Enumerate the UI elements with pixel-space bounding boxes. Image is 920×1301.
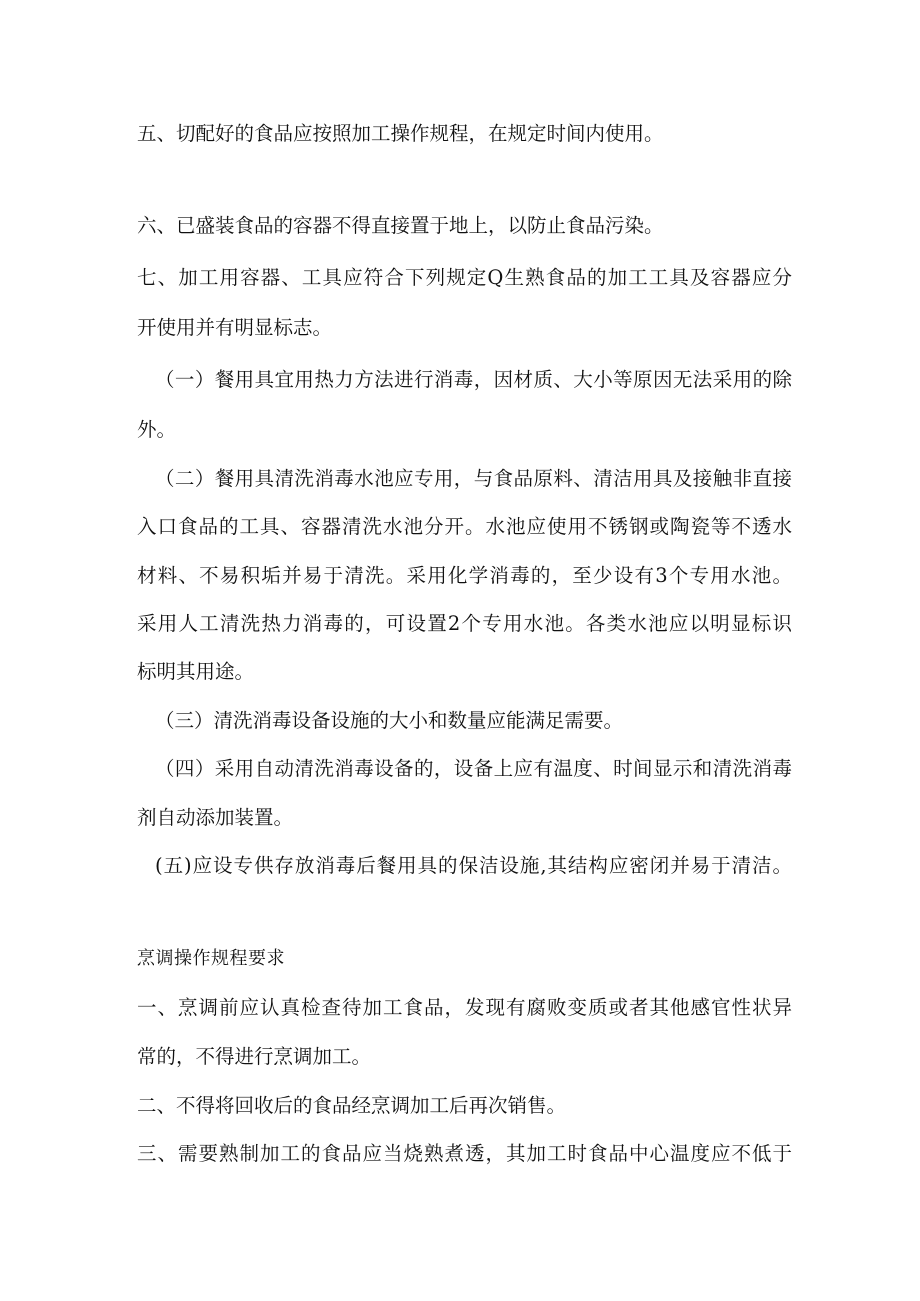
paragraph-line: （三）清洗消毒设备设施的大小和数量应能满足需要。 [155,709,624,732]
paragraph-line: （四）采用自动清洗消毒设备的，设备上应有温度、时间显示和清洗消毒 [155,757,792,780]
paragraph-line: 六、已盛装食品的容器不得直接置于地上，以防止食品污染。 [137,214,664,237]
paragraph-line: 常的，不得进行烹调加工。 [137,1045,372,1068]
paragraph-line: （一）餐用具宜用热力方法进行消毒，因材质、大小等原因无法采用的除 [155,368,792,391]
paragraph-line: 剂自动添加装置。 [137,806,294,829]
paragraph-line: 七、加工用容器、工具应符合下列规定Q生熟食品的加工工具及容器应分 [137,266,792,289]
paragraph-line: (五)应设专供存放消毒后餐用具的保洁设施,其结构应密闭并易于清洁。 [155,854,792,877]
paragraph-line: 一、烹调前应认真检查待加工食品，发现有腐败变质或者其他感官性状异 [137,996,792,1019]
paragraph-line: 五、切配好的食品应按照加工操作规程，在规定时间内使用。 [137,122,664,145]
section-heading: 烹调操作规程要求 [137,948,285,969]
paragraph-line: 外。 [137,418,177,441]
paragraph-line: 三、需要熟制加工的食品应当烧熟煮透，其加工时食品中心温度应不低于 [137,1142,792,1165]
paragraph-line: 开使用并有明显标志。 [137,316,333,339]
paragraph-line: 标明其用途。 [137,660,255,683]
paragraph-line: 二、不得将回收后的食品经烹调加工后再次销售。 [137,1094,567,1117]
paragraph-line: 采用人工清洗热力消毒的，可设置2个专用水池。各类水池应以明显标识 [137,612,792,635]
paragraph-line: 材料、不易积垢并易于清洗。采用化学消毒的，至少设有3个专用水池。 [137,564,792,587]
paragraph-line: （二）餐用具清洗消毒水池应专用，与食品原料、清洁用具及接触非直接 [155,467,792,490]
paragraph-line: 入口食品的工具、容器清洗水池分开。水池应使用不锈钢或陶瓷等不透水 [137,515,792,538]
